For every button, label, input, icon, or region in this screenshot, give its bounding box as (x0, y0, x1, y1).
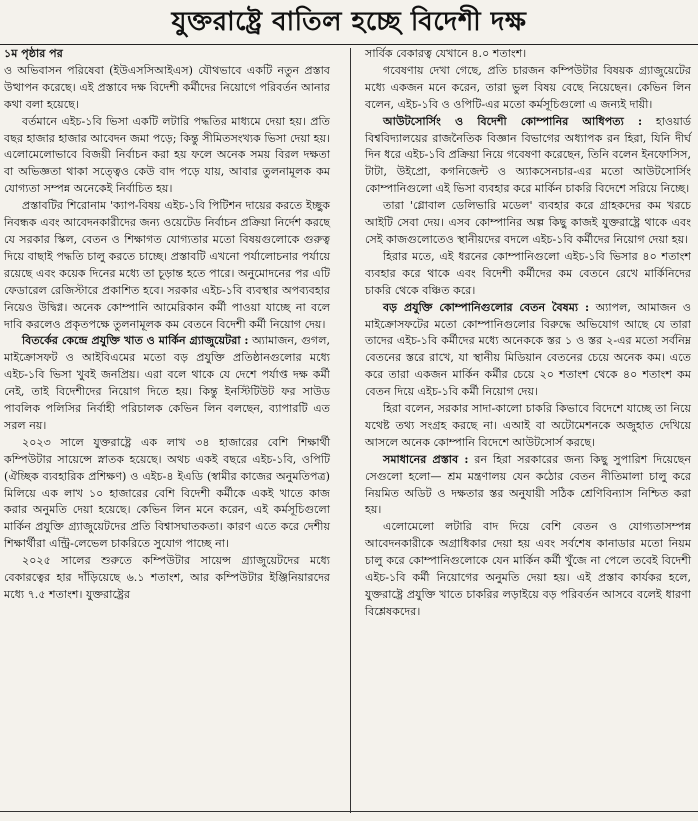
left-paragraph-2: বর্তমানে এইচ-১বি ভিসা একটি লটারি পদ্ধতির মাধ্যমে দেয়া হয়। প্রতি বছর হাজার হাজার আবেদন জমা পড়ে; কিন্তু সীমিতসংখ্যক ভিসা দেয়া হয়। এলোমেলোভাবে বিজয়ী নির্বাচন করা হয় ফলে অনেক সময় বিরল দক্ষতা বা অভিজ্ঞতা থাকা সত্ত্বেও কেউ বাদ পড়ে যায়, আবার তুলনামূলক কম যোগ্যতা সম্পন্ন অনেকেই নির্বাচিত হয়। (4, 114, 330, 196)
left-paragraph-5: ২০২৩ সালে যুক্তরাষ্ট্রে এক লাখ ৩৪ হাজারের বেশি শিক্ষার্থী কম্পিউটার সায়েন্সে স্নাতক হয়েছে। অথচ একই বছরে এইচ-১বি, ওপিটি (ঐচ্ছিক ব্যবহারিক প্রশিক্ষণ) ও এইচ-৪ ইএডি (স্বামীর কাজের অনুমতিপত্র) মিলিয়ে এক লাখ ১০ হাজারের বেশি বিদেশী কর্মীকে একই খাতে কাজ করার অনুমতি দেয়া হয়েছে। কেভিন লিন মনে করেন, এই কর্মসূচিগুলো মার্কিন প্রযুক্তি গ্র্যাজুয়েটদের প্রতি বিশ্বাসঘাতকতা। কারণ এতে করে দেশীয় শিক্ষার্থীরা এন্ট্রি-লেভেল চাকরিতে সুযোগ পাচ্ছে না। (4, 435, 330, 551)
headline-rule (0, 44, 698, 45)
section-heading-solution: সমাধানের প্রস্তাব : (383, 452, 469, 466)
continued-label: ১ম পৃষ্ঠার পর (4, 47, 63, 60)
left-paragraph-4 (4, 333, 330, 434)
column-divider (350, 48, 351, 813)
right-column (365, 46, 691, 621)
left-column (4, 46, 330, 604)
section-heading-tech: বিতর্কের কেন্দ্রে প্রযুক্তি খাত ও মার্কিন গ্র্যাজুয়েটরা : (22, 334, 249, 348)
right-paragraph-6 (365, 300, 691, 401)
left-paragraph-1: ও অভিবাসন পরিষেবা (ইউএসসিআইএস) যৌথভাবে একটি নতুন প্রস্তাব উত্থাপন করেছে। এই প্রস্তাবে দক্ষ বিদেশী কর্মীদের নিয়োগে পরিবর্তন আনার কথা বলা হয়েছে। (4, 63, 330, 111)
right-paragraph-7: হিরা বলেন, সরকার সাদা-কালো চাকরি কিভাবে বিদেশে যাচ্ছে তা নিয়ে যথেষ্ট তথ্য সংগ্রহ করছে না। এআই বা অটোমেশনকে অজুহাত দেখিয়ে আসলে অনেক কোম্পানি বিদেশে আউটসোর্স করছে। (365, 402, 691, 449)
bottom-rule (0, 811, 698, 812)
left-paragraph-3: প্রস্তাবটির শিরোনাম 'ক্যাপ-বিষয় এইচ-১বি পিটিশন দায়ের করতে ইচ্ছুক নিবন্ধক এবং আবেদনকারীদের জন্য ওয়েটেড নির্বাচন প্রক্রিয়া নির্দেশ করছে যে সরকার স্কিল, বেতন ও শিক্ষাগত যোগ্যতার মতো বিষয়গুলোকে গুরুত্ব দিয়ে বাছাই পদ্ধতি চালু করতে চাচ্ছে। প্রস্তাবটি এখনো পর্যালোচনার পর্যায়ে রয়েছে এবং কয়েক দিনের মধ্যে তা চূড়ান্ত হতে পারে। অনুমোদনের পর এটি ফেডারেল রেজিস্টারে প্রকাশিত হবে। সরকার এইচ-১বি ব্যবস্থার অপব্যবহার নিয়েও উদ্বিগ্ন। অনেক কোম্পানি আমেরিকান কর্মী পাওয়া যাচ্ছে না বলে দাবি করলেও প্রকৃতপক্ষে তুলনামূলক কম বেতনে বিদেশী কর্মী নিয়োগ দেয়। (4, 199, 330, 331)
right-paragraph-8 (365, 452, 691, 520)
right-paragraph-3-text: হাওয়ার্ড বিশ্ববিদ্যালয়ের রাজনৈতিক বিজ্ঞান বিভাগের অধ্যাপক রন হিরা, যিনি দীর্ঘ দিন ধরে এইচ-১বি প্রক্রিয়া নিয়ে গবেষণা করেছেন, তিনি বলেন ইনফোসিস, টাটা, উইপ্রো, কগনিজেন্ট ও অ্যাকসেনচার-এর মতো আউটসোর্সিং কোম্পানিগুলো এই ভিসা ব্যবহার করে মার্কিন চাকরি বিদেশে সরিয়ে নিচ্ছে। (365, 114, 692, 196)
right-paragraph-1: সার্বিক বেকারত্ব যেখানে ৪.০ শতাংশ। (365, 47, 527, 60)
right-paragraph-5: হিরার মতে, এই ধরনের কোম্পানিগুলো এইচ-১বি ভিসার ৪০ শতাংশ ব্যবহার করে থাকে এবং বিদেশী কর্মীদের কম বেতনে রেখে মার্কিনিদের চাকরি থেকে বঞ্চিত করে। (365, 249, 691, 297)
left-paragraph-6: ২০২৫ সালের শুরুতে কম্পিউটার সায়েন্স গ্র্যাজুয়েটদের মধ্যে বেকারত্বের হার দাঁড়িয়েছে ৬.১ শতাংশ, আর কম্পিউটার ইঞ্জিনিয়ারদের মধ্যে ৭.৫ শতাংশ। যুক্তরাষ্ট্রের (4, 554, 330, 601)
right-paragraph-4: তারা 'গ্লোবাল ডেলিভারি মডেল' ব্যবহার করে গ্রাহকদের কম খরচে আইটি সেবা দেয়। এসব কোম্পানির অল্প কিছু কাজই যুক্তরাষ্ট্রে থাকে এবং সেই কাজগুলোতেও স্থানীয়দের বদলে এইচ-১বি কর্মীদের নিয়োগ দেয়া হয়। (365, 199, 691, 246)
right-paragraph-6-text: অ্যাপল, আমাজন ও মাইক্রোসফটের মতো কোম্পানিগুলোর বিরুদ্ধে অভিযোগ আছে যে তারা তাদের এইচ-১বি কর্মীদের মধ্যে অনেককে স্তর ১ ও স্তর ২-এর মতো সর্বনিম্ন বেতনের স্তরে রাখে, যা স্থানীয় মিডিয়ান বেতনের চেয়ে অনেক কম। এতে করে তারা একজন মার্কিন কর্মীর চেয়ে ২০ শতাংশ থেকে ৪০ শতাংশ কম বেতন দিয়ে এইচ-১বি কর্মী নিয়োগ দেয়। (365, 300, 691, 399)
section-heading-outsourcing: আউটসোর্সিং ও বিদেশী কোম্পানির আধিপত্য : (383, 114, 643, 128)
headline: যুক্তরাষ্ট্রে বাতিল হচ্ছে বিদেশী দক্ষ (171, 7, 527, 37)
right-paragraph-9: এলোমেলো লটারি বাদ দিয়ে বেশি বেতন ও যোগ্যতাসম্পন্ন আবেদনকারীকে অগ্রাধিকার দেয়া হয় এবং সর্বশেষ কানাডার মতো নিয়ম চালু করে কোম্পানিগুলোকে যেন মার্কিন কর্মী খুঁজে না পেলে তবেই বিদেশী এইচ-১বি কর্মী নিয়োগের অনুমতি দেয়া হয়। এই প্রস্তাব কার্যকর হলে, যুক্তরাষ্ট্রে প্রযুক্তি খাতে চাকরির লড়াইয়ে বড় পরিবর্তন আসবে বলেই ধারণা বিশ্লেষকদের। (365, 520, 691, 618)
right-paragraph-2: গবেষণায় দেখা গেছে, প্রতি চারজন কম্পিউটার বিষয়ক গ্র্যাজুয়েটের মধ্যে একজন মনে করেন, তারা ভুল বিষয় বেছে নিয়েছেন। কেভিন লিন বলেন, এইচ-১বি ও ওপিটি-এর মতো কর্মসূচিগুলো এ জন্যই দায়ী। (365, 63, 691, 111)
right-paragraph-8-text: রন হিরা সরকারের জন্য কিছু সুপারিশ দিয়েছেন সেগুলো হলো— শ্রম মন্ত্রণালয় যেন কঠোর বেতন নীতিমালা চালু করে নিয়মিত অডিট ও দক্ষতার স্তর অনুযায়ী সঠিক শ্রেণিবিন্যাস নিশ্চিত করা হয়। (365, 452, 691, 517)
section-heading-wage-gap: বড় প্রযুক্তি কোম্পানিগুলোর বেতন বৈষম্য : (383, 300, 590, 314)
right-paragraph-3 (365, 114, 691, 199)
left-paragraph-4-text: অ্যামাজন, গুগল, মাইক্রোসফট ও আইবিএমের মতো বড় প্রযুক্তি প্রতিষ্ঠানগুলোর মধ্যে এইচ-১বি ভিসা খুবই জনপ্রিয়। এরা বলে থাকে যে দেশে পর্যাপ্ত দক্ষ কর্মী নেই, তাই বিদেশীদের নিয়োগ দিতে হয়। কিন্তু ইনস্টিটিউট ফর সাউড পাবলিক পলিসির নির্বাহী পরিচালক কেভিন লিন বলছেন, ব্যাপারটি এত সরল নয়। (4, 334, 331, 432)
